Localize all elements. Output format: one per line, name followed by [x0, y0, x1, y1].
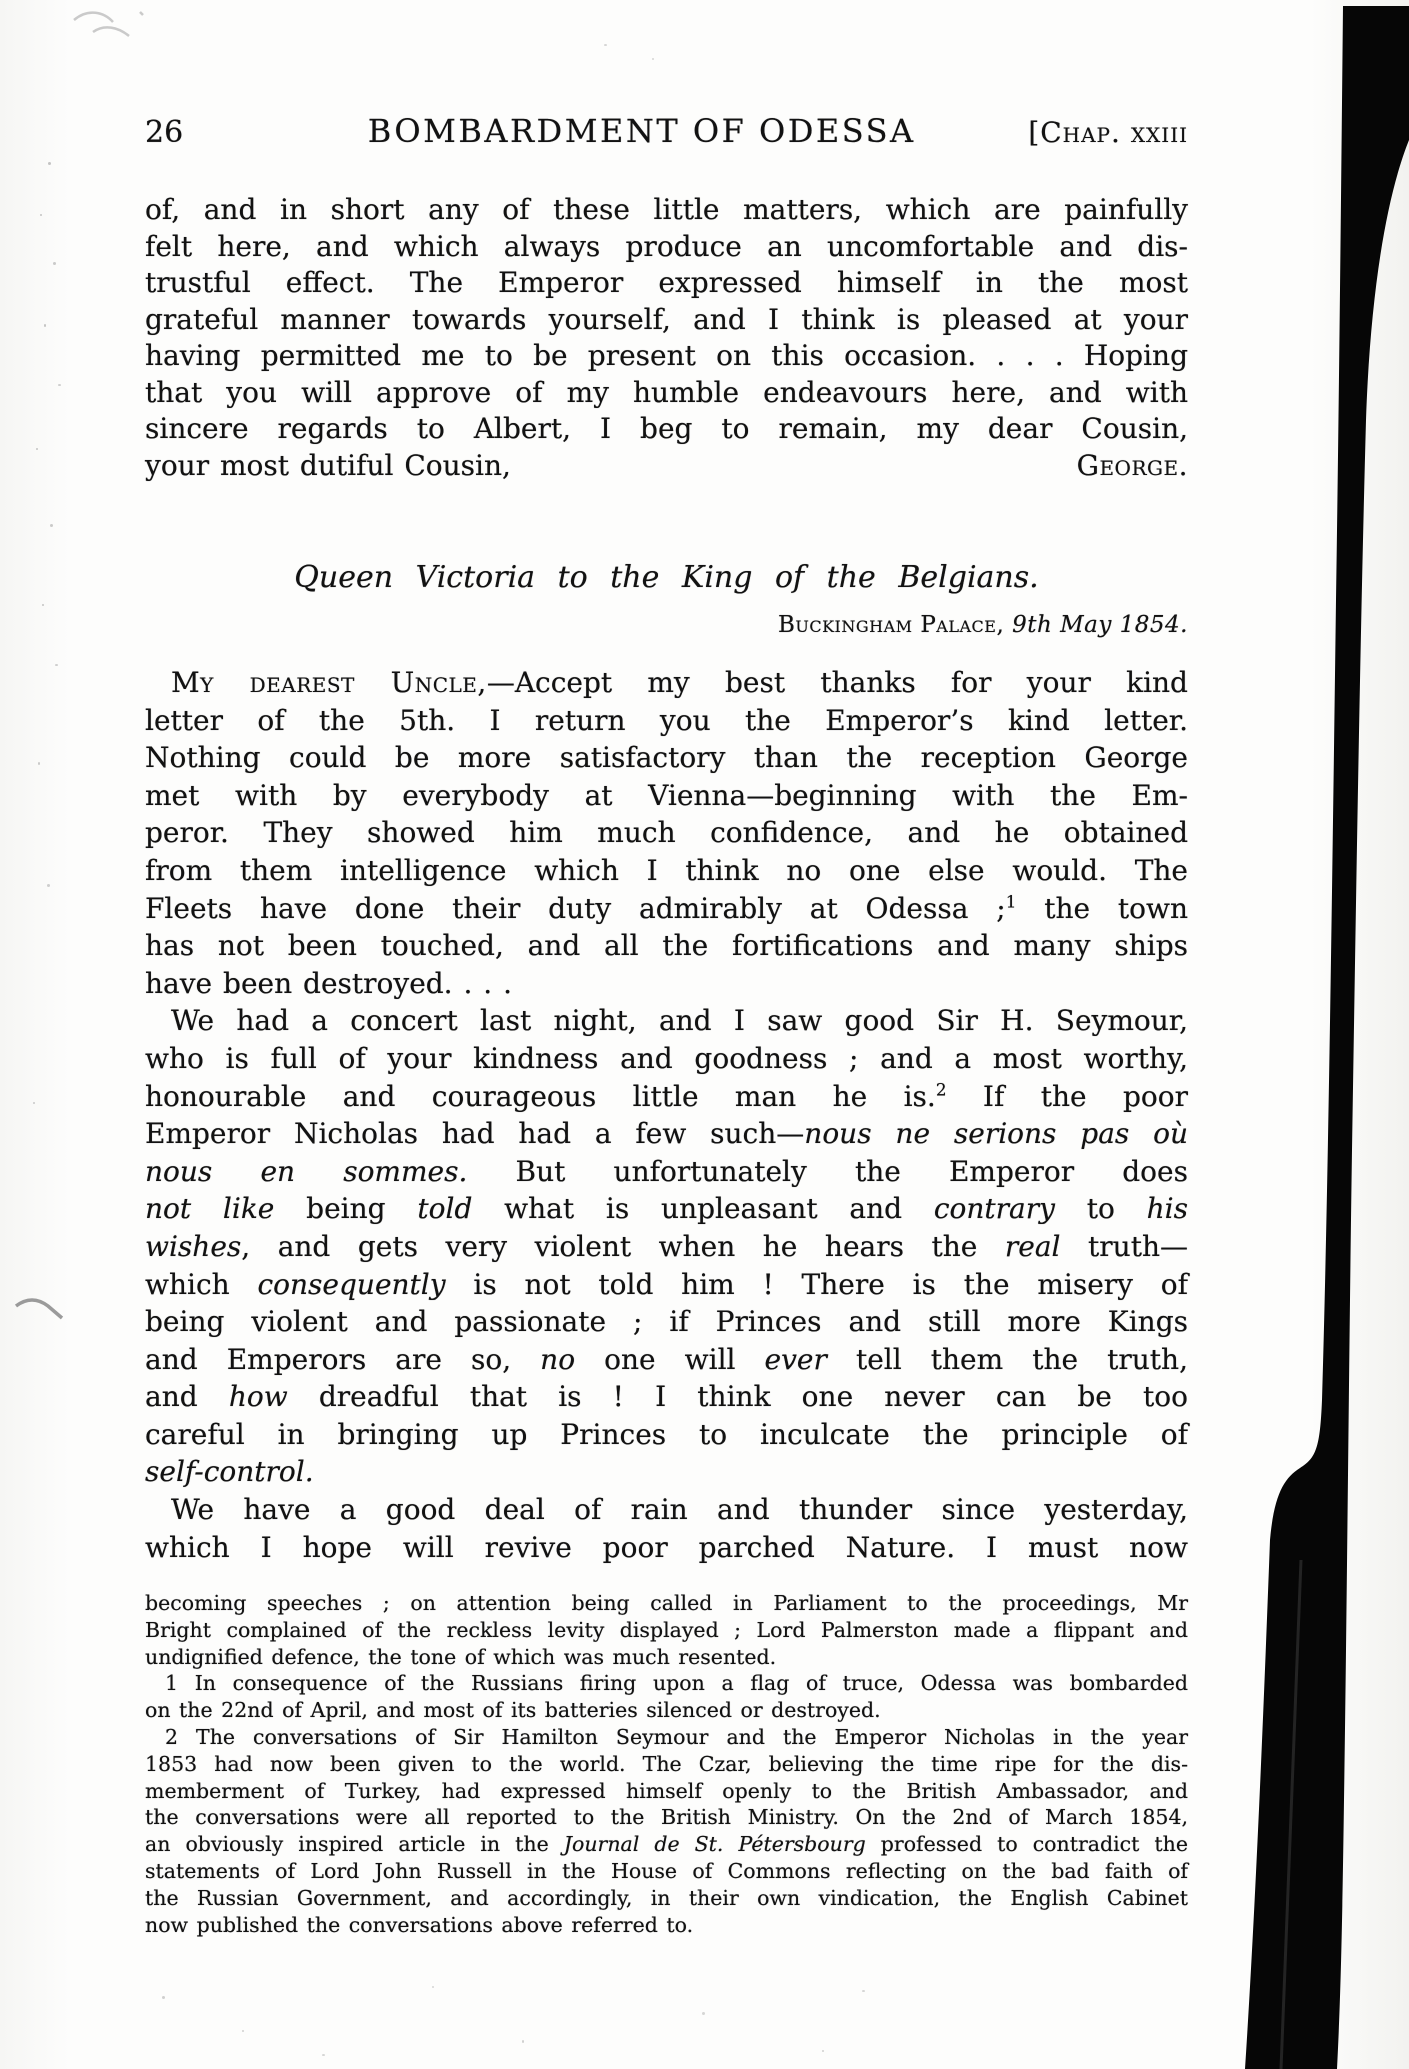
text-segment: 2 The conversations of Sir Hamilton Seymour and the Emperor Nicholas in the year	[165, 1724, 1188, 1749]
text-line	[145, 411, 1188, 448]
text-segment: honourable and courageous little man he is.	[145, 1079, 936, 1113]
text-line	[145, 1644, 1188, 1671]
text-segment: has not been touched, and all the fortifications and many ships	[145, 929, 1188, 963]
text-segment: Fleets have done their duty admirably at Odessa ;	[145, 891, 1006, 925]
text-segment: We had a concert last night, and I saw good Sir H. Seymour,	[171, 1004, 1188, 1038]
text-line	[145, 777, 1188, 815]
text-segment: But unfortunately the Emperor does	[467, 1154, 1188, 1188]
text-line	[145, 338, 1188, 375]
text-line	[145, 890, 1188, 928]
text-line	[145, 302, 1188, 339]
text-segment: If the poor	[946, 1079, 1188, 1113]
text-segment: being violent and passionate ; if Princes and still more Kings	[145, 1305, 1188, 1339]
text-segment: George.	[1076, 448, 1188, 482]
text-segment: peror. They showed him much confidence, and he obtained	[145, 816, 1188, 850]
text-segment: 2	[935, 1079, 947, 1100]
text-line	[145, 1378, 1188, 1416]
text-segment: 1	[1005, 891, 1017, 912]
text-segment: professed to contradict the	[865, 1832, 1188, 1857]
text-line	[145, 1228, 1188, 1266]
text-line	[145, 375, 1188, 412]
text-line	[145, 1491, 1188, 1529]
text-segment: no	[540, 1342, 576, 1376]
text-segment: from them intelligence which I think no one else would. The	[145, 853, 1188, 887]
text-segment: your most dutiful Cousin,	[145, 448, 511, 482]
text-segment: —Accept my best thanks for your kind	[486, 666, 1188, 699]
text-segment: the Russian Government, and accordingly, in their own vindication, the English Cabinet	[145, 1885, 1188, 1910]
text-segment: dreadful that is ! I think one never can be too	[287, 1380, 1188, 1414]
text-segment: ever	[764, 1342, 827, 1376]
text-segment: nous en sommes.	[145, 1154, 468, 1188]
margin-mark	[16, 1300, 62, 1318]
text-line	[145, 1804, 1188, 1831]
text-segment: to	[1054, 1192, 1147, 1226]
text-segment: tell them the truth,	[826, 1342, 1188, 1376]
text-segment: We have a good deal of rain and thunder since yesterday,	[171, 1493, 1188, 1527]
text-segment: the conversations were all reported to the British Ministry. On the 2nd of March 1854,	[145, 1805, 1188, 1830]
text-segment: 1853 had now been given to the world. The Czar, believing the time ripe for the dis-	[145, 1751, 1188, 1776]
letter-body	[145, 664, 1188, 1566]
text-segment: contrary	[933, 1192, 1055, 1226]
text-line	[145, 229, 1188, 266]
text-line	[145, 1724, 1188, 1751]
text-segment: Journal de St. Pétersbourg	[563, 1832, 866, 1857]
text-segment: which I hope will revive poor parched Nature. I must now	[145, 1530, 1188, 1564]
text-line	[145, 1115, 1188, 1153]
text-line	[145, 852, 1188, 890]
text-line	[145, 192, 1188, 229]
text-line	[145, 1831, 1188, 1858]
text-line	[145, 1341, 1188, 1379]
text-segment: his	[1146, 1192, 1188, 1226]
letter-heading: Queen Victoria to the King of the Belgians.	[294, 560, 1039, 595]
text-line	[145, 965, 1188, 1003]
text-segment: and Emperors are so,	[145, 1342, 541, 1376]
text-segment: on the 22nd of April, and most of its batteries silenced or destroyed.	[145, 1698, 881, 1723]
text-line	[145, 448, 1188, 485]
text-line	[145, 1078, 1188, 1116]
text-segment: , and gets very violent when he hears the	[241, 1229, 1005, 1263]
text-segment: real	[1004, 1229, 1061, 1263]
text-line	[145, 265, 1188, 302]
running-header	[145, 112, 1188, 150]
text-segment: truth—	[1060, 1229, 1189, 1263]
text-segment: 1 In consequence of the Russians firing upon a flag of truce, Odessa was bombarded	[165, 1671, 1188, 1696]
text-segment: consequently	[257, 1267, 446, 1301]
text-segment: undignified defence, the tone of which was much resented.	[145, 1644, 777, 1669]
text-line	[145, 1858, 1188, 1885]
text-line	[145, 664, 1188, 702]
text-segment: of, and in short any of these little matters, which are painfully	[145, 193, 1188, 226]
text-segment: is not told him ! There is the misery of	[445, 1267, 1188, 1301]
text-segment: have been destroyed. . . .	[145, 966, 512, 1000]
text-line	[145, 1416, 1188, 1454]
text-segment: grateful manner towards yourself, and I think is pleased at your	[145, 302, 1188, 336]
text-segment: My dearest Uncle,	[171, 666, 487, 699]
text-segment: the town	[1016, 891, 1189, 925]
text-segment: Buckingham Palace,	[777, 612, 1005, 638]
text-line	[145, 1778, 1188, 1805]
intro-paragraph	[145, 192, 1188, 484]
text-segment: memberment of Turkey, had expressed himself openly to the British Ambassador, and	[145, 1778, 1188, 1803]
text-segment: nous ne serions pas où	[804, 1117, 1188, 1151]
signature	[1077, 448, 1188, 485]
text-line	[145, 1002, 1188, 1040]
text-line	[145, 1303, 1188, 1341]
text-line	[145, 1190, 1188, 1228]
text-segment: statements of Lord John Russell in the House of Commons reflecting on the bad faith of	[145, 1858, 1188, 1883]
text-line	[145, 814, 1188, 852]
text-segment: that you will approve of my humble endeavours here, and with	[145, 375, 1188, 409]
text-line	[145, 1912, 1188, 1939]
text-line	[145, 1153, 1188, 1191]
page-number: 26	[145, 115, 184, 150]
text-segment: and	[145, 1380, 229, 1414]
text-segment: felt here, and which always produce an uncomfortable and dis-	[145, 229, 1188, 263]
text-segment: self-control.	[145, 1455, 314, 1489]
text-segment: Bright complained of the reckless levity displayed ; Lord Palmerston made a flippant and	[145, 1617, 1188, 1642]
text-line	[145, 1040, 1188, 1078]
text-segment: being	[274, 1192, 418, 1226]
text-segment: wishes	[145, 1229, 242, 1263]
text-segment: not like	[145, 1192, 275, 1226]
text-segment: now published the conversations above referred to.	[145, 1912, 694, 1937]
line-left	[145, 448, 511, 485]
running-title: BOMBARDMENT OF ODESSA	[367, 112, 916, 150]
text-line	[145, 1697, 1188, 1724]
text-line	[145, 1617, 1188, 1644]
text-line	[145, 739, 1188, 777]
text-segment: letter of the 5th. I return you the Emperor’s kind letter.	[145, 703, 1188, 737]
text-segment: trustful effect. The Emperor expressed himself in the most	[145, 266, 1188, 299]
text-segment: sincere regards to Albert, I beg to remain, my dear Cousin,	[145, 412, 1188, 445]
footnotes-block	[145, 1590, 1188, 1938]
text-segment: told	[417, 1192, 473, 1226]
chapter-label: [Chap. xxiii	[1028, 116, 1188, 149]
text-segment: having permitted me to be present on this occasion. . . . Hoping	[145, 339, 1188, 372]
pencil-scribble	[74, 12, 143, 36]
text-line	[145, 1266, 1188, 1304]
text-line	[145, 1670, 1188, 1697]
text-segment: 9th May 1854.	[1004, 612, 1188, 638]
text-line	[145, 1529, 1188, 1567]
text-segment: careful in bringing up Princes to inculcate the principle of	[145, 1417, 1188, 1451]
text-segment: an obviously inspired article in the	[145, 1832, 564, 1857]
text-line	[145, 1590, 1188, 1617]
text-segment: which	[145, 1267, 258, 1301]
text-segment: who is full of your kindness and goodness ; and a most worthy,	[145, 1041, 1188, 1075]
letter-dateline	[145, 612, 1190, 638]
text-segment: Nothing could be more satisfactory than the reception George	[145, 741, 1188, 775]
text-segment: one will	[575, 1342, 765, 1376]
text-line	[145, 1885, 1188, 1912]
text-line	[145, 1751, 1188, 1778]
text-segment: met with by everybody at Vienna—beginning with the Em-	[145, 778, 1188, 812]
text-line	[145, 927, 1188, 965]
text-line	[145, 1453, 1188, 1491]
text-segment: becoming speeches ; on attention being called in Parliament to the proceedings, Mr	[145, 1591, 1188, 1615]
text-line	[145, 702, 1188, 740]
text-segment: Emperor Nicholas had had a few such—	[145, 1117, 805, 1151]
text-segment: what is unpleasant and	[472, 1192, 934, 1226]
text-segment: how	[228, 1380, 288, 1414]
